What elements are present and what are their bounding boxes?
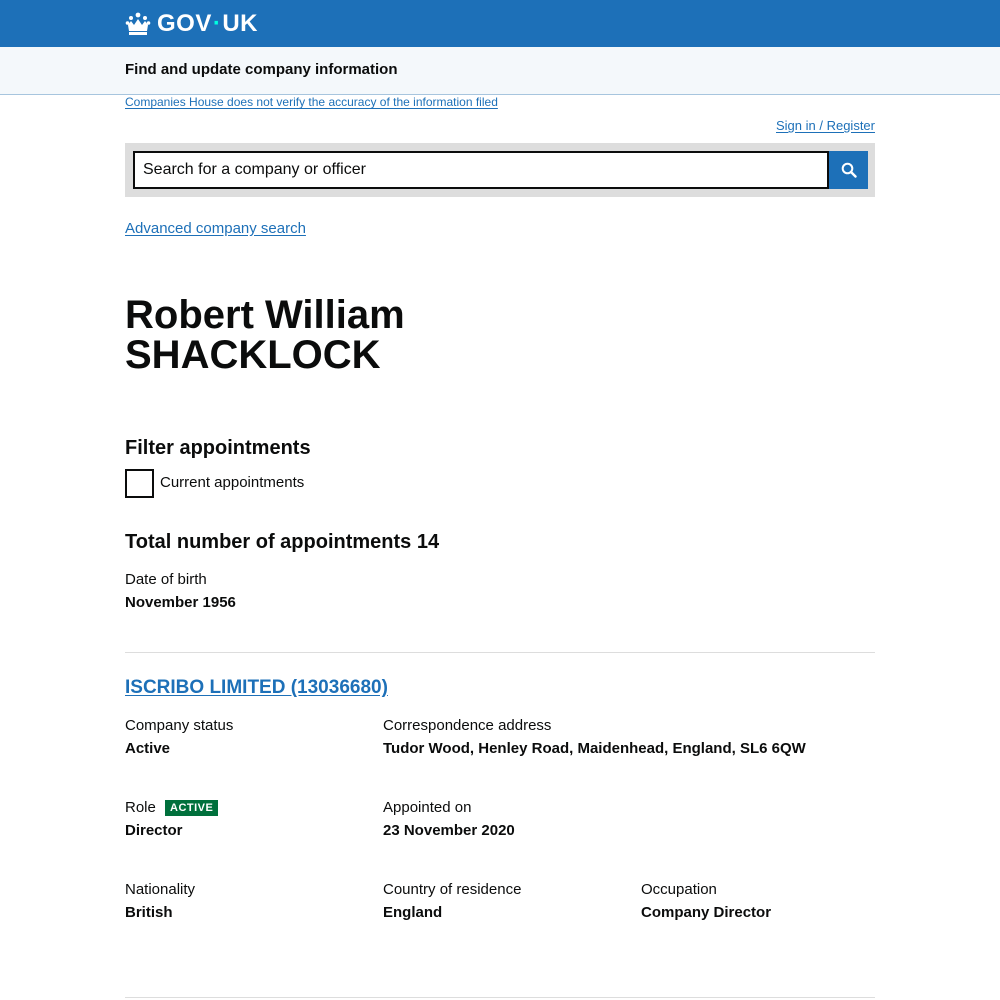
filter-heading: Filter appointments xyxy=(125,437,311,459)
role-value: Director xyxy=(125,822,183,839)
company-status-label: Company status xyxy=(125,717,234,734)
search-button[interactable] xyxy=(829,151,868,189)
nationality-label: Nationality xyxy=(125,881,196,898)
search-input[interactable] xyxy=(133,151,829,189)
role-label: Role xyxy=(125,799,156,816)
govuk-header xyxy=(0,0,1000,47)
section-divider xyxy=(125,997,875,998)
advanced-company-search-link[interactable]: Advanced company search xyxy=(125,220,306,237)
section-divider xyxy=(125,652,875,653)
company-link[interactable]: ISCRIBO LIMITED (13036680) xyxy=(125,677,388,698)
page-title: Robert William SHACKLOCK xyxy=(125,293,405,377)
logo-gov-text: GOV xyxy=(157,10,212,37)
occupation-value: Company Director xyxy=(641,904,772,921)
search-icon xyxy=(841,162,857,178)
correspondence-address-label: Correspondence address xyxy=(383,717,552,734)
crown-icon xyxy=(125,12,151,36)
logo-dot: · xyxy=(212,10,222,37)
current-appointments-checkbox[interactable] xyxy=(125,469,154,498)
search-form xyxy=(125,143,875,197)
current-appointments-label[interactable]: Current appointments xyxy=(160,474,305,491)
govuk-logo[interactable] xyxy=(125,10,258,38)
occupation-label: Occupation xyxy=(641,881,717,898)
logo-uk-text: UK xyxy=(222,10,259,37)
service-name[interactable]: Find and update company information xyxy=(125,61,398,78)
service-bar xyxy=(0,47,1000,95)
date-of-birth-value: November 1956 xyxy=(125,594,236,611)
total-appointments-heading: Total number of appointments 14 xyxy=(125,531,440,553)
nationality-value: British xyxy=(125,904,173,921)
appointed-on-value: 23 November 2020 xyxy=(383,822,515,839)
status-badge: ACTIVE xyxy=(165,800,218,816)
correspondence-address-value: Tudor Wood, Henley Road, Maidenhead, England, SL6 6QW xyxy=(383,740,806,757)
country-of-residence-label: Country of residence xyxy=(383,881,522,898)
date-of-birth-label: Date of birth xyxy=(125,571,207,588)
sign-in-register-link[interactable]: Sign in / Register xyxy=(776,118,875,133)
disclaimer-link[interactable]: Companies House does not verify the accuracy of the information filed xyxy=(125,95,498,109)
country-of-residence-value: England xyxy=(383,904,443,921)
company-status-value: Active xyxy=(125,740,171,757)
appointed-on-label: Appointed on xyxy=(383,799,472,816)
